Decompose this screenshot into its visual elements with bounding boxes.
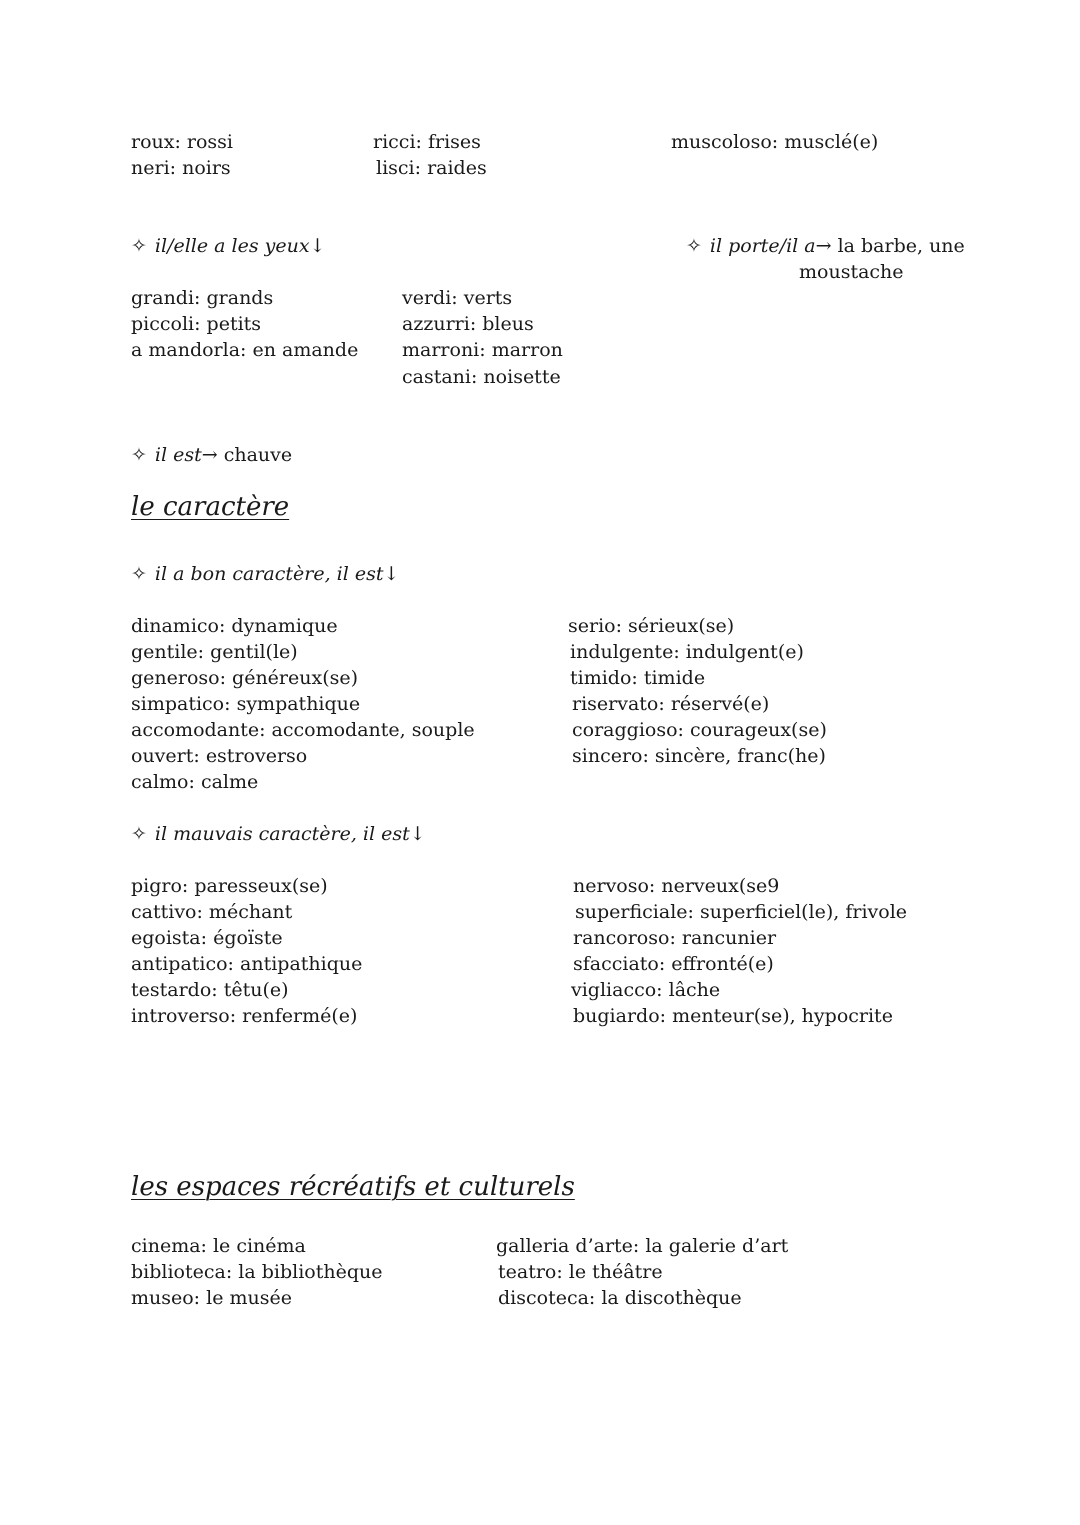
beard-intro-italic: il porte/il a bbox=[709, 235, 816, 257]
list-item: calmo: calme bbox=[131, 771, 259, 793]
bald-intro-italic: il est bbox=[154, 444, 202, 466]
list-item: gentile: gentil(le) bbox=[131, 641, 298, 663]
list-item: accomodante: accomodante, souple bbox=[131, 719, 475, 741]
list-item: nervoso: nerveux(se9 bbox=[573, 875, 780, 897]
list-item: grandi: grands bbox=[131, 287, 274, 309]
hair-colors-list bbox=[131, 129, 233, 181]
list-item: sincero: sincère, franc(he) bbox=[572, 745, 826, 767]
eyes-intro bbox=[131, 233, 326, 259]
sparkle-bullet-icon: ✧ bbox=[686, 235, 702, 257]
list-item: lisci: raides bbox=[376, 157, 487, 179]
list-item: simpatico: sympathique bbox=[131, 693, 361, 715]
list-item: marroni: marron bbox=[402, 339, 563, 361]
list-item: ouvert: estroverso bbox=[131, 745, 308, 767]
list-item: vigliacco: lâche bbox=[571, 979, 721, 1001]
list-item: muscoloso: musclé(e) bbox=[671, 131, 879, 153]
list-item: timido: timide bbox=[570, 667, 706, 689]
bald-text: chauve bbox=[217, 444, 293, 466]
list-item: testardo: têtu(e) bbox=[131, 979, 289, 1001]
list-item: piccoli: petits bbox=[131, 313, 262, 335]
good-traits-left bbox=[131, 613, 475, 795]
list-item: teatro: le théâtre bbox=[498, 1261, 663, 1283]
list-item: bugiardo: menteur(se), hypocrite bbox=[573, 1005, 893, 1027]
arrow-right-icon: → bbox=[201, 444, 218, 466]
list-item: egoista: égoïste bbox=[131, 927, 283, 949]
sparkle-bullet-icon: ✧ bbox=[131, 235, 147, 257]
physique-muscular bbox=[671, 129, 878, 155]
eyes-intro-text: il/elle a les yeux↓ bbox=[154, 235, 326, 257]
beard-intro-text: la barbe, une bbox=[831, 235, 965, 257]
list-item: cinema: le cinéma bbox=[131, 1235, 306, 1257]
bad-traits-right bbox=[571, 873, 907, 1029]
list-item: indulgente: indulgent(e) bbox=[570, 641, 804, 663]
good-character-intro-text: il a bon caractère, il est↓ bbox=[154, 563, 400, 585]
eye-colors-list bbox=[402, 285, 563, 390]
section-title-character: le caractère bbox=[131, 492, 290, 522]
good-character-intro bbox=[131, 561, 399, 587]
list-item: cattivo: méchant bbox=[131, 901, 293, 923]
good-traits-right bbox=[568, 613, 827, 769]
list-item: galleria d’arte: la galerie d’art bbox=[496, 1235, 789, 1257]
list-item: azzurri: bleus bbox=[402, 313, 534, 335]
sparkle-bullet-icon: ✧ bbox=[131, 563, 147, 585]
beard-intro-line2: moustache bbox=[799, 261, 904, 283]
bald-line bbox=[131, 442, 292, 468]
list-item: sfacciato: effronté(e) bbox=[573, 953, 774, 975]
section-title-spaces: les espaces récréatifs et culturels bbox=[131, 1172, 575, 1202]
bad-character-intro-text: il mauvais caractère, il est↓ bbox=[154, 823, 426, 845]
list-item: a mandorla: en amande bbox=[131, 339, 359, 361]
list-item: antipatico: antipathique bbox=[131, 953, 363, 975]
list-item: dinamico: dynamique bbox=[131, 615, 338, 637]
spaces-list-right bbox=[496, 1233, 788, 1311]
list-item: serio: sérieux(se) bbox=[568, 615, 735, 637]
list-item: introverso: renfermé(e) bbox=[131, 1005, 358, 1027]
sparkle-bullet-icon: ✧ bbox=[131, 444, 147, 466]
list-item: pigro: paresseux(se) bbox=[131, 875, 328, 897]
list-item: riservato: réservé(e) bbox=[572, 693, 770, 715]
list-item: neri: noirs bbox=[131, 157, 231, 179]
sparkle-bullet-icon: ✧ bbox=[131, 823, 147, 845]
list-item: discoteca: la discothèque bbox=[498, 1287, 742, 1309]
arrow-right-icon: → bbox=[815, 235, 832, 257]
list-item: castani: noisette bbox=[402, 366, 561, 388]
list-item: coraggioso: courageux(se) bbox=[572, 719, 827, 741]
bad-traits-left bbox=[131, 873, 362, 1029]
spaces-list-left bbox=[131, 1233, 382, 1311]
list-item: superficiale: superficiel(le), frivole bbox=[575, 901, 908, 923]
list-item: rancoroso: rancunier bbox=[573, 927, 777, 949]
list-item: museo: le musée bbox=[131, 1287, 292, 1309]
beard-intro bbox=[686, 233, 965, 285]
list-item: generoso: généreux(se) bbox=[131, 667, 359, 689]
list-item: biblioteca: la bibliothèque bbox=[131, 1261, 383, 1283]
eye-shapes-list bbox=[131, 285, 358, 363]
list-item: ricci: frises bbox=[373, 131, 481, 153]
list-item: roux: rossi bbox=[131, 131, 234, 153]
hair-types-list bbox=[373, 129, 487, 181]
list-item: verdi: verts bbox=[402, 287, 513, 309]
bad-character-intro bbox=[131, 821, 426, 847]
